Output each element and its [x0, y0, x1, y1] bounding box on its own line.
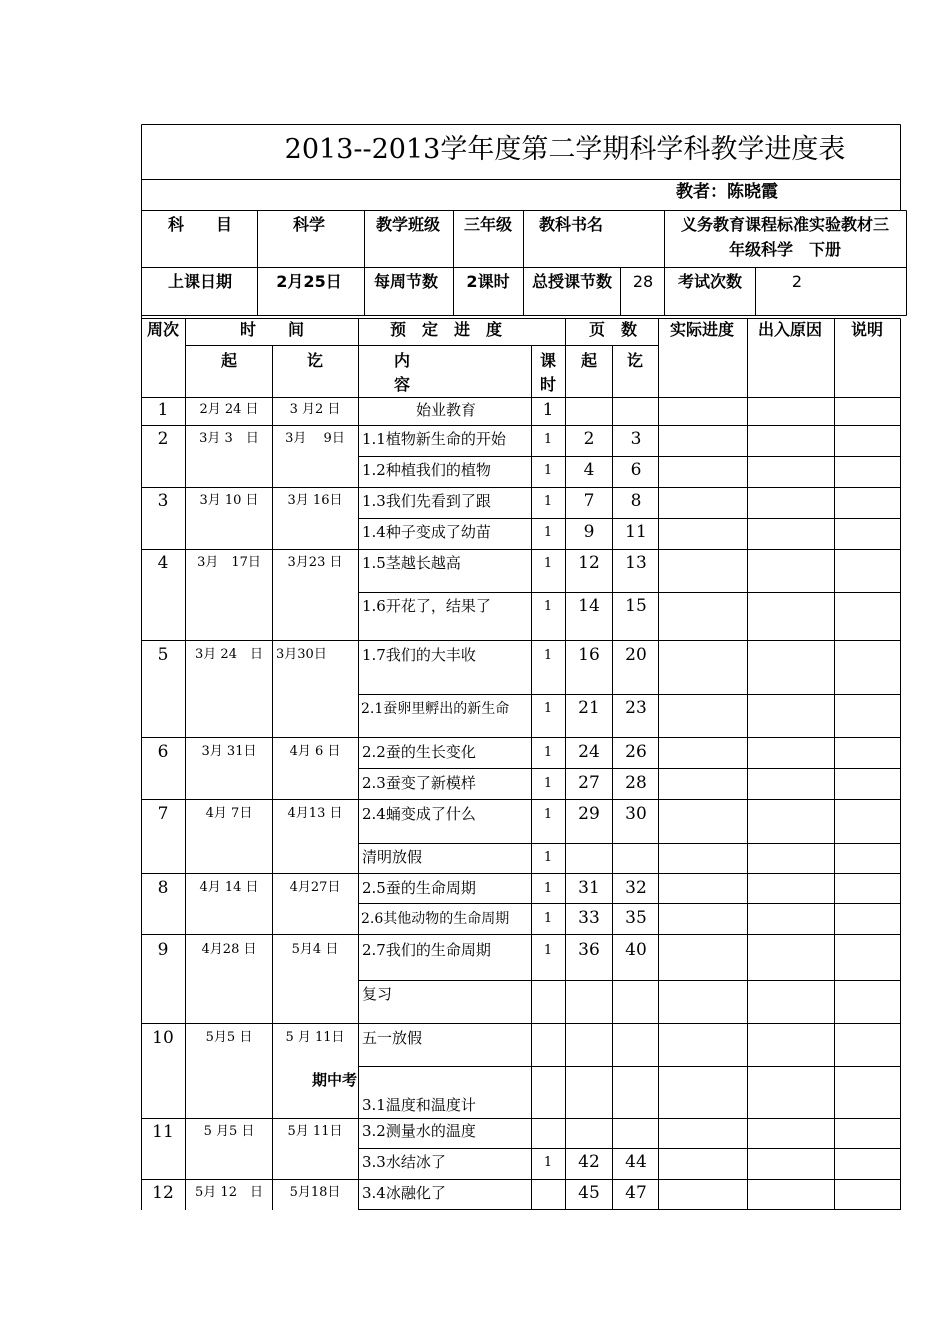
lesson-page-end: 11 — [625, 522, 647, 542]
lesson-page-end: 6 — [630, 460, 642, 480]
textbook-value-line2: 年级科学 下册 — [728, 240, 842, 259]
lesson-content: 2.3蚕变了新模样 — [362, 774, 476, 792]
week-start-date: 5月 12 日 — [195, 1185, 263, 1200]
start-date-value: 2月25日 — [276, 272, 342, 291]
subject-value: 科学 — [292, 215, 326, 234]
lesson-page-start: 9 — [583, 522, 595, 542]
lesson-content: 复习 — [362, 985, 393, 1003]
lesson-page-end: 13 — [625, 553, 647, 573]
lesson-page-end: 35 — [625, 908, 647, 928]
lesson-periods: 1 — [543, 850, 553, 865]
start-date-label: 上课日期 — [167, 272, 233, 291]
midterm-exam-note: 期中考 — [312, 1071, 358, 1089]
lesson-page-end: 20 — [625, 645, 647, 665]
week-start-date: 4月 14 日 — [199, 880, 259, 895]
week-number: 12 — [152, 1183, 174, 1203]
lesson-page-start: 16 — [578, 645, 600, 665]
lesson-page-start: 29 — [578, 804, 600, 824]
week-number: 10 — [152, 1028, 174, 1048]
subject-label: 科 目 — [167, 215, 233, 234]
week-start-date: 3月 31日 — [201, 744, 257, 759]
header-week: 周次 — [146, 320, 180, 339]
lesson-content: 2.4蛹变成了什么 — [362, 805, 476, 823]
lesson-periods: 1 — [543, 494, 553, 509]
lesson-periods: 1 — [543, 432, 553, 447]
lesson-content: 1.5茎越长越高 — [362, 554, 461, 572]
lesson-content: 清明放假 — [362, 848, 423, 866]
header-content-2: 容 — [393, 375, 411, 394]
header-page-end: 讫 — [626, 351, 644, 370]
lesson-content: 1.1植物新生命的开始 — [362, 430, 506, 448]
header-deviation: 出入原因 — [757, 320, 823, 339]
teacher-name: 教者：陈晓霞 — [676, 182, 778, 202]
header-start: 起 — [220, 351, 238, 370]
exam-count-label: 考试次数 — [677, 272, 743, 291]
lesson-page-start: 31 — [578, 878, 600, 898]
header-periods-1: 课 — [539, 351, 557, 370]
lesson-content: 1.4种子变成了幼苗 — [362, 523, 491, 541]
lesson-periods: 1 — [543, 525, 553, 540]
header-periods-2: 时 — [539, 375, 557, 394]
week-end-date: 3 月2 日 — [289, 402, 341, 417]
week-start-date: 5 月5 日 — [203, 1124, 255, 1139]
week-end-date: 4月27日 — [289, 880, 341, 895]
header-note: 说明 — [850, 320, 884, 339]
lesson-periods: 1 — [543, 776, 553, 791]
lesson-page-end: 26 — [625, 742, 647, 762]
header-pages: 页 数 — [588, 320, 638, 339]
lesson-content: 2.1蚕卵里孵出的新生命 — [361, 701, 510, 717]
week-number: 1 — [157, 400, 169, 420]
lesson-content: 2.7我们的生命周期 — [362, 941, 491, 959]
week-end-date: 5月18日 — [289, 1185, 341, 1200]
week-end-date: 5 月 11日 — [285, 1030, 345, 1045]
textbook-label: 教科书名 — [538, 215, 604, 234]
week-end-date: 4月 6 日 — [289, 744, 341, 759]
lesson-periods: 1 — [543, 701, 553, 716]
lesson-content: 始业教育 — [415, 401, 477, 419]
lesson-page-start: 7 — [583, 491, 595, 511]
lesson-content: 3.4冰融化了 — [362, 1184, 446, 1202]
week-number: 5 — [157, 645, 169, 665]
lesson-content: 3.3水结冰了 — [362, 1153, 446, 1171]
week-number: 3 — [157, 491, 169, 511]
week-end-date: 3月30日 — [276, 647, 327, 662]
header-time: 时 间 — [239, 320, 305, 339]
week-start-date: 3月 17日 — [197, 555, 261, 570]
lesson-periods: 1 — [542, 400, 554, 420]
weekly-periods-label: 每周节数 — [373, 272, 439, 291]
lesson-page-start: 4 — [583, 460, 595, 480]
header-content-1: 内 — [393, 351, 411, 370]
class-label: 教学班级 — [375, 215, 441, 234]
lesson-periods: 1 — [543, 463, 553, 478]
lesson-page-start: 24 — [578, 742, 600, 762]
lesson-periods: 1 — [543, 1155, 553, 1170]
week-end-date: 5月4 日 — [291, 942, 339, 957]
lesson-page-end: 3 — [630, 429, 642, 449]
lesson-periods: 1 — [543, 745, 553, 760]
lesson-content: 3.1温度和温度计 — [362, 1096, 476, 1114]
lesson-content: 3.2测量水的温度 — [362, 1122, 476, 1140]
lesson-page-end: 15 — [625, 596, 647, 616]
week-start-date: 5月5 日 — [205, 1030, 253, 1045]
lesson-page-end: 30 — [625, 804, 647, 824]
lesson-page-start: 12 — [578, 553, 600, 573]
lesson-content: 1.6开花了，结果了 — [362, 597, 491, 615]
lesson-page-end: 8 — [630, 491, 642, 511]
header-actual: 实际进度 — [669, 320, 735, 339]
week-end-date: 3月23 日 — [287, 555, 343, 570]
lesson-page-start: 14 — [578, 596, 600, 616]
lesson-content: 2.6其他动物的生命周期 — [361, 911, 510, 927]
total-periods-value: 28 — [632, 272, 654, 291]
class-value: 三年级 — [463, 215, 513, 234]
lesson-periods: 1 — [543, 556, 553, 571]
lesson-periods: 1 — [543, 648, 553, 663]
lesson-page-start: 2 — [583, 429, 595, 449]
week-end-date: 5月 11日 — [287, 1124, 343, 1139]
lesson-periods: 1 — [543, 943, 553, 958]
lesson-periods: 1 — [543, 599, 553, 614]
week-number: 4 — [157, 553, 169, 573]
lesson-page-start: 45 — [578, 1183, 600, 1203]
lesson-content: 1.3我们先看到了跟 — [362, 492, 491, 510]
lesson-content: 1.2种植我们的植物 — [362, 461, 491, 479]
week-end-date: 4月13 日 — [287, 806, 343, 821]
lesson-periods: 1 — [543, 807, 553, 822]
lesson-content: 2.5蚕的生命周期 — [362, 879, 476, 897]
lesson-page-end: 40 — [625, 940, 647, 960]
week-start-date: 3月 24 日 — [195, 647, 263, 662]
week-start-date: 3月 10 日 — [199, 493, 259, 508]
week-number: 6 — [157, 742, 169, 762]
header-end: 讫 — [306, 351, 324, 370]
lesson-page-start: 21 — [578, 698, 600, 718]
lesson-content: 1.7我们的大丰收 — [362, 646, 476, 664]
weekly-periods-value: 2课时 — [466, 272, 510, 291]
page-title: 2013--2013学年度第二学期科学科教学进度表 — [284, 134, 846, 165]
lesson-page-end: 47 — [625, 1183, 647, 1203]
lesson-page-end: 32 — [625, 878, 647, 898]
lesson-page-start: 27 — [578, 773, 600, 793]
total-periods-label: 总授课节数 — [531, 272, 613, 291]
lesson-page-end: 44 — [625, 1152, 647, 1172]
lesson-content: 2.2蚕的生长变化 — [362, 743, 476, 761]
header-plan: 预 定 进 度 — [389, 320, 503, 339]
week-start-date: 2月 24 日 — [199, 402, 259, 417]
week-number: 7 — [157, 804, 169, 824]
exam-count-value: 2 — [791, 272, 803, 291]
header-page-start: 起 — [580, 351, 598, 370]
week-end-date: 3月 9日 — [285, 431, 345, 446]
week-start-date: 4月28 日 — [201, 942, 257, 957]
week-number: 11 — [152, 1122, 174, 1142]
lesson-page-start: 33 — [578, 908, 600, 928]
week-number: 8 — [157, 878, 169, 898]
week-number: 2 — [157, 429, 169, 449]
lesson-periods: 1 — [543, 881, 553, 896]
week-number: 9 — [157, 940, 169, 960]
lesson-periods: 1 — [543, 911, 553, 926]
lesson-page-start: 42 — [578, 1152, 600, 1172]
lesson-page-start: 36 — [578, 940, 600, 960]
week-start-date: 4月 7日 — [205, 806, 253, 821]
textbook-value-line1: 义务教育课程标准实验教材三 — [680, 215, 890, 234]
lesson-page-end: 28 — [625, 773, 647, 793]
week-start-date: 3月 3 日 — [199, 431, 259, 446]
lesson-page-end: 23 — [625, 698, 647, 718]
week-end-date: 3月 16日 — [287, 493, 343, 508]
lesson-content: 五一放假 — [362, 1029, 423, 1047]
